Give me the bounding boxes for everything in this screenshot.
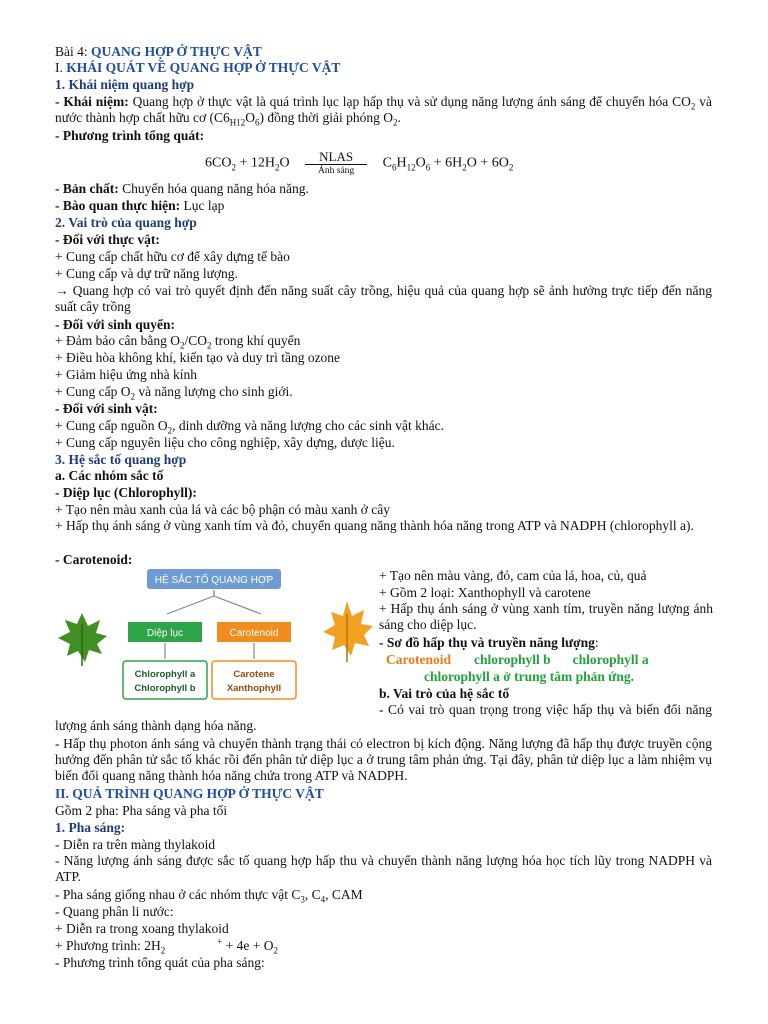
plants-label: - Đối với thực vật: <box>55 232 160 247</box>
chl-a-label: Chlorophyll a <box>134 669 196 680</box>
chl-b-label: Chlorophyll b <box>134 683 196 694</box>
list-item: + Phương trình: $2H_2^+ + 4e + O_2$ <box>55 936 278 956</box>
groups-heading: a. Các nhóm sắc tố <box>55 468 164 483</box>
list-item: + Cung cấp chất hữu cơ để xây dựng tế bào <box>55 249 290 264</box>
role-paragraph-2: - Hấp thụ photon ánh sáng và chuyển thành trạng thái có electron bị kích động. Năng lượng đã hấp thụ được truyền cộng hưởng đến phân tử sắc tố khác rồi đến phân tử diệp lục a ở trung tâm phản ứng. Tại đây, phân tử diệp lục a làm nhiệm vụ biến đổi quang năng thành hóa năng chứa trong ATP và NADPH. <box>55 736 712 783</box>
light-phase-heading: 1. Pha sáng: <box>55 820 126 835</box>
energy-scheme: Carotenoid chlorophyll b chlorophyll a <box>386 652 649 667</box>
lesson-title: Bài 4: QUANG HỢP Ở THỰC VẬT <box>55 44 262 59</box>
biosphere-label: - Đối với sinh quyển: <box>55 317 176 332</box>
pigment-diagram <box>55 566 375 716</box>
chlorophyll-box: Diệp lục <box>146 628 184 639</box>
diagram-title: HỆ SẮC TỐ QUANG HỢP <box>154 575 274 586</box>
equation-label: - Phương trình tổng quát: <box>55 128 205 143</box>
list-item: - Quang phân li nước: <box>55 904 174 919</box>
list-item: - Pha sáng giống nhau ở các nhóm thực vật $C_3$, $C_4$, CAM <box>55 887 363 905</box>
carotenoid-label: - Carotenoid: <box>55 552 133 567</box>
role-heading: b. Vai trò của hệ sắc tố <box>379 686 510 701</box>
list-item: + Giảm hiệu ứng nhà kính <box>55 367 198 382</box>
orange-leaf-icon <box>323 601 373 662</box>
list-item: - Phương trình tổng quát của pha sáng: <box>55 955 265 970</box>
list-item: + Cung cấp và dự trữ năng lượng. <box>55 266 238 281</box>
list-item: + Điều hòa không khí, kiến tạo và duy trì tầng ozone <box>55 350 341 365</box>
role-paragraph-1: - Có vai trò quan trọng trong việc hấp thụ và biến đổi năng lượng ánh sáng thành dạng hóa năng. <box>55 702 712 733</box>
carotenoid-point-3: + Hấp thụ ánh sáng ở vùng xanh tím, truyền năng lượng ánh sáng cho diệp lục. <box>379 601 713 632</box>
list-item: + Cung cấp $O_2$ và năng lượng cho sinh giới. <box>55 384 293 402</box>
list-item: - Diễn ra trên màng thylakoid <box>55 837 216 852</box>
organelle-line: - Bào quan thực hiện: Lục lạp <box>55 198 225 213</box>
energy-scheme-center: chlorophyll a ở trung tâm phản ứng. <box>424 669 634 684</box>
concept-paragraph: - Khái niệm: Quang hợp ở thực vật là quá trình lục lạp hấp thụ và sử dụng năng lượng ánh sáng để chuyển hóa $CO_2$ và nước thành hợp chất hữu cơ $(C6_{H12}O_6)$ đồng thời giải phóng $O_2$. <box>55 94 712 128</box>
list-item: - Năng lượng ánh sáng được sắc tố quang hợp hấp thu và chuyển thành năng lượng hóa học tích lũy trong NADPH và ATP. <box>55 853 712 884</box>
xanthophyll-label: Xanthophyll <box>226 683 282 694</box>
list-item: + Tạo nên màu xanh của lá và các bộ phận có màu xanh ở cây <box>55 502 390 517</box>
carotenoid-point-1: + Tạo nên màu vàng, đỏ, cam của lá, hoa, củ, quả <box>379 568 647 583</box>
green-leaf-icon <box>58 613 107 666</box>
section-2-heading: II. QUÁ TRÌNH QUANG HỢP Ở THỰC VẬT <box>55 786 324 801</box>
scheme-label: - Sơ đồ hấp thụ và truyền năng lượng: <box>379 635 599 650</box>
section-1-heading: I. KHÁI QUÁT VỀ QUANG HỢP Ở THỰC VẬT <box>55 60 341 75</box>
photosynthesis-equation: $6CO_2 + 12H_2O$ NLAS Ánh sáng $C_6H_{12}O_6 + 6H_2O + 6O_2$ <box>205 149 514 176</box>
arrow-note: → Quang hợp có vai trò quyết định đến năng suất cây trồng, hiệu quả của quang hợp sẽ ảnh hưởng trực tiếp đến năng suất cây trồng <box>55 283 712 314</box>
carotenoid-point-2: + Gồm 2 loại: Xanthophyll và carotene <box>379 585 591 600</box>
section-2-intro: Gồm 2 pha: Pha sáng và pha tối <box>55 803 228 818</box>
nature-line: - Bản chất: Chuyển hóa quang năng hóa năng. <box>55 181 309 196</box>
carotenoid-box: Carotenoid <box>229 628 279 639</box>
list-item: + Đảm bảo cân bằng $O_2/CO_2$ trong khí quyển <box>55 333 301 351</box>
list-item: + Cung cấp nguyên liệu cho công nghiệp, xây dựng, dược liệu. <box>55 435 395 450</box>
s1-1-heading: 1. Khái niệm quang hợp <box>55 77 195 92</box>
organisms-label: - Đối với sinh vật: <box>55 401 158 416</box>
list-item: + Cung cấp nguồn $O_2$, dinh dưỡng và năng lượng cho các sinh vật khác. <box>55 418 444 436</box>
s1-3-heading: 3. Hệ sắc tố quang hợp <box>55 452 187 467</box>
chlorophyll-label: - Diệp lục (Chlorophyll): <box>55 485 197 500</box>
s1-2-heading: 2. Vai trò của quang hợp <box>55 215 197 230</box>
list-item: + Diễn ra trong xoang thylakoid <box>55 921 229 936</box>
carotene-label: Carotene <box>233 669 275 680</box>
list-item: + Hấp thụ ánh sáng ở vùng xanh tím và đỏ, chuyển quang năng thành hóa năng trong ATP và NADPH (chlorophyll a). <box>55 518 694 533</box>
